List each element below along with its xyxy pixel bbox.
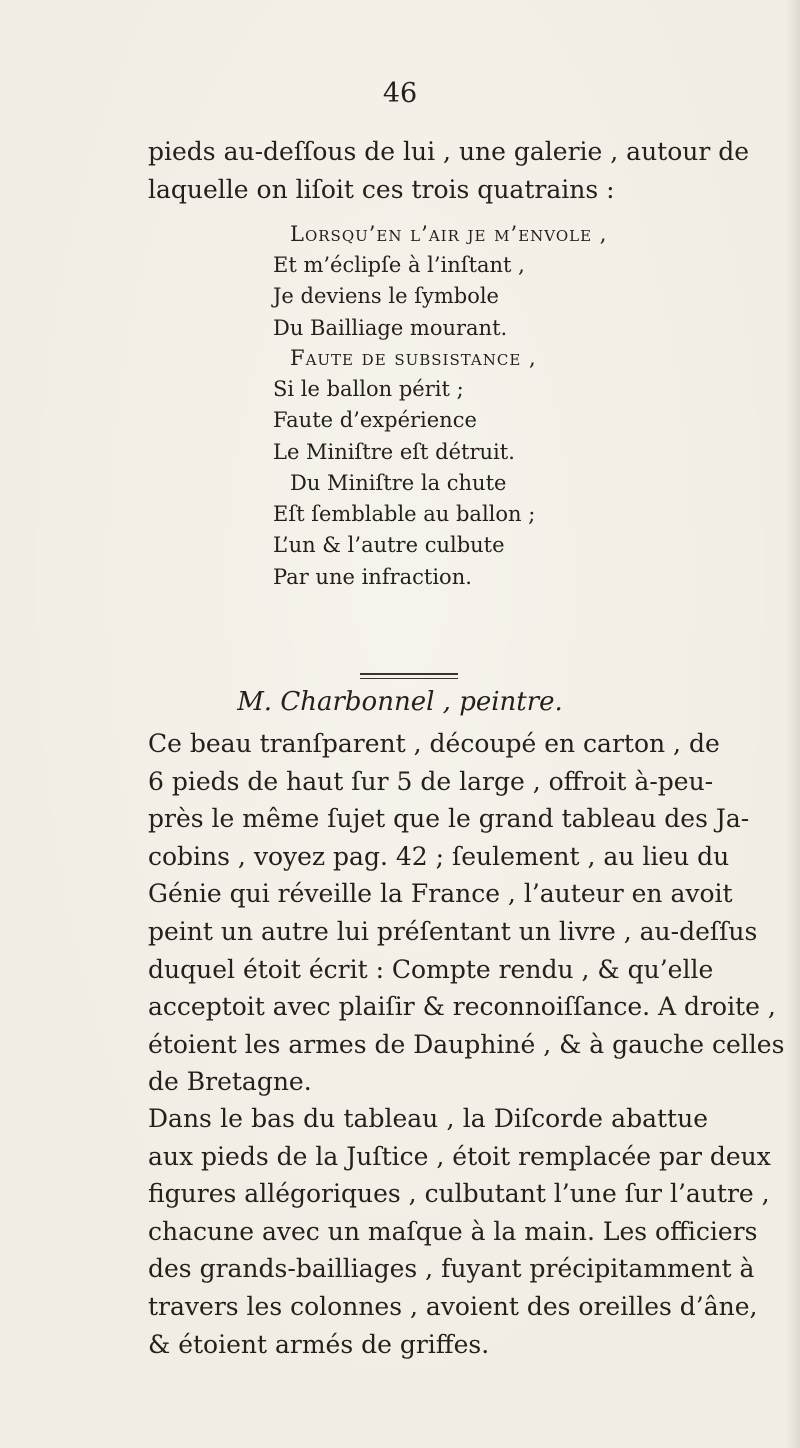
verse-line: L’un & l’autre culbute [273, 533, 505, 558]
paragraph [148, 1100, 771, 1363]
verse-line: Le Miniſtre eſt détruit. [273, 439, 515, 464]
verse-line: Faute de ſubſiſtance , [290, 346, 537, 370]
paragraph-line: Dans le bas du tableau , la Diſcorde abattue [148, 1104, 708, 1133]
quatrain [0, 219, 800, 344]
paragraph-line: cobins , voyez pag. 42 ; ſeulement , au lieu du [148, 841, 730, 871]
section-divider-thin [360, 678, 458, 679]
verse-line: Et m’éclipſe à l’inſtant , [273, 253, 525, 278]
paragraph-line: & étoient armés de griffes. [148, 1329, 490, 1359]
page-edge-shadow [786, 0, 800, 1448]
paragraph-line: près le même ſujet que le grand tableau des Ja- [148, 804, 750, 834]
paragraph-line: 6 pieds de haut ſur 5 de large , offroit à-peu- [148, 766, 714, 796]
quatrain [0, 468, 800, 593]
section-heading: M. Charbonnel , peintre. [237, 687, 563, 717]
intro-text [148, 133, 750, 208]
verse-line: Si le ballon périt ; [273, 377, 464, 402]
verse-line: Faute d’expérience [273, 408, 477, 433]
paragraph-line: acceptoit avec plaiſir & reconnoiſſance. A droite , [148, 992, 776, 1022]
paragraph [148, 725, 785, 1101]
verse-line: Lorsqu’en l’air je m’envole , [290, 222, 608, 246]
quatrain [0, 343, 800, 468]
section-divider [360, 673, 458, 675]
verse-line: Par une infraction. [273, 564, 472, 589]
intro-line: laquelle on liſoit ces trois quatrains : [148, 174, 615, 204]
page-number: 46 [382, 78, 418, 109]
paragraph-line: aux pieds de la Juſtice , étoit remplacée par deux [148, 1141, 771, 1171]
paragraph-line: chacune avec un maſque à la main. Les officiers [148, 1216, 758, 1246]
paragraph-line: peint un autre lui préſentant un livre , au-deſſus [148, 916, 758, 946]
paragraph-line: travers les colonnes , avoient des oreilles d’âne, [148, 1291, 758, 1321]
paragraph-line: duquel étoit écrit : Compte rendu , & qu’elle [148, 954, 714, 984]
paragraph-line: Ce beau tranſparent , découpé en carton , de [148, 729, 720, 758]
paragraph-line: des grands-bailliages , fuyant précipitamment à [148, 1254, 755, 1284]
verse-line: Du Miniſtre la chute [290, 471, 507, 495]
paragraph-line: Génie qui réveille la France , l’auteur en avoit [148, 879, 733, 909]
paragraph-line: étoient les armes de Dauphiné , & à gauche celles [148, 1029, 785, 1059]
verse-line: Eſt ſemblable au ballon ; [273, 502, 536, 527]
paragraph-line: figures allégoriques , culbutant l’une ſur l’autre , [148, 1179, 770, 1209]
verse-line: Je deviens le ſymbole [273, 284, 499, 309]
paragraph-line: de Bretagne. [148, 1067, 312, 1097]
intro-line: pieds au-deſſous de lui , une galerie , autour de [148, 137, 750, 166]
verse-line: Du Bailliage mourant. [273, 315, 508, 340]
